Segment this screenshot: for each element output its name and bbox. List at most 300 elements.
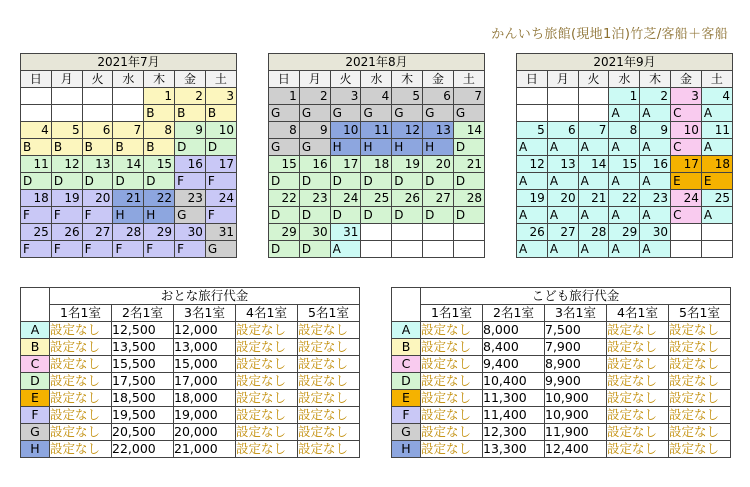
fare-not-set: 設定なし xyxy=(421,356,483,373)
calendar-rank-code[interactable]: A xyxy=(517,139,548,156)
calendar-day[interactable]: 23 xyxy=(299,190,330,207)
fare-price: 7,900 xyxy=(545,339,607,356)
fare-price: 18,500 xyxy=(112,390,174,407)
calendar-rank-code[interactable]: B xyxy=(113,139,144,156)
calendar-day[interactable]: 12 xyxy=(392,122,423,139)
weekday-label: 水 xyxy=(113,71,144,88)
fare-column-header: 4名1室 xyxy=(607,305,669,322)
calendar-rank-code[interactable]: A xyxy=(640,207,671,224)
calendar-rank-code[interactable]: H xyxy=(392,139,423,156)
calendar-rank-code[interactable]: D xyxy=(269,173,300,190)
calendar-day[interactable]: 11 xyxy=(361,122,392,139)
calendar-day[interactable]: 20 xyxy=(547,190,578,207)
calendar-day[interactable]: 3 xyxy=(205,88,236,105)
calendar-day[interactable]: 7 xyxy=(578,122,609,139)
calendar-day[interactable]: 19 xyxy=(517,190,548,207)
calendar-rank-code[interactable]: A xyxy=(578,241,609,258)
date-row xyxy=(21,224,237,241)
calendar-rank-code[interactable]: A xyxy=(517,173,548,190)
date-row xyxy=(269,156,485,173)
calendar-empty xyxy=(578,88,609,105)
calendar-day[interactable]: 5 xyxy=(392,88,423,105)
calendar-rank-code[interactable]: A xyxy=(609,139,640,156)
calendar-rank-code[interactable]: G xyxy=(205,241,236,258)
fare-row xyxy=(21,407,360,424)
calendar-rank-code[interactable]: D xyxy=(21,173,52,190)
rank-row xyxy=(21,207,237,224)
fare-row xyxy=(21,322,360,339)
calendar-day[interactable]: 27 xyxy=(547,224,578,241)
fare-not-set: 設定なし xyxy=(236,407,298,424)
fare-not-set: 設定なし xyxy=(50,373,112,390)
fare-not-set: 設定なし xyxy=(421,339,483,356)
calendar-day[interactable]: 2 xyxy=(640,88,671,105)
calendar-day[interactable]: 24 xyxy=(671,190,702,207)
fare-not-set: 設定なし xyxy=(50,407,112,424)
fare-column-header-row xyxy=(392,305,731,322)
calendar-day[interactable]: 22 xyxy=(609,190,640,207)
calendar-rank-code[interactable]: G xyxy=(269,139,300,156)
calendar-day[interactable]: 4 xyxy=(701,88,732,105)
fare-price: 12,000 xyxy=(174,322,236,339)
calendar-day[interactable]: 6 xyxy=(423,88,454,105)
calendar-rank-code[interactable]: F xyxy=(51,207,82,224)
fare-row xyxy=(392,390,731,407)
calendar-day[interactable]: 17 xyxy=(205,156,236,173)
calendar-day[interactable]: 7 xyxy=(453,88,484,105)
weekday-header-row xyxy=(21,71,237,88)
calendar-rank-code[interactable]: H xyxy=(423,139,454,156)
calendar-rank-code[interactable]: D xyxy=(269,241,300,258)
calendar-day[interactable]: 25 xyxy=(361,190,392,207)
calendar-rank-code[interactable]: A xyxy=(640,241,671,258)
calendar-rank-code[interactable]: D xyxy=(392,173,423,190)
calendar-day[interactable]: 11 xyxy=(21,156,52,173)
adult-fare-table xyxy=(20,287,360,458)
calendar-rank-code[interactable]: A xyxy=(517,241,548,258)
calendar-rank-code[interactable]: D xyxy=(269,207,300,224)
calendar-day[interactable]: 28 xyxy=(453,190,484,207)
date-row xyxy=(517,190,733,207)
calendar-day[interactable]: 1 xyxy=(144,88,175,105)
calendar-day[interactable]: 1 xyxy=(269,88,300,105)
fare-not-set: 設定なし xyxy=(50,441,112,458)
fare-not-set: 設定なし xyxy=(50,424,112,441)
fare-price: 12,300 xyxy=(483,424,545,441)
calendar-day[interactable]: 6 xyxy=(547,122,578,139)
calendar-empty xyxy=(51,105,82,122)
calendar-day[interactable]: 5 xyxy=(51,122,82,139)
calendar-day[interactable]: 16 xyxy=(175,156,206,173)
rank-row xyxy=(517,207,733,224)
calendar-rank-code[interactable]: G xyxy=(299,105,330,122)
fare-price: 12,400 xyxy=(545,441,607,458)
fare-corner xyxy=(392,288,421,322)
calendar-day[interactable]: 22 xyxy=(144,190,175,207)
calendar-rank-code[interactable]: D xyxy=(361,173,392,190)
calendar-day[interactable]: 13 xyxy=(423,122,454,139)
calendar-day[interactable]: 17 xyxy=(330,156,361,173)
weekday-label: 土 xyxy=(453,71,484,88)
fare-price: 11,900 xyxy=(545,424,607,441)
calendar-day[interactable]: 20 xyxy=(423,156,454,173)
calendar-rank-code[interactable]: D xyxy=(361,207,392,224)
calendar-day[interactable]: 7 xyxy=(113,122,144,139)
fare-price: 10,900 xyxy=(545,390,607,407)
calendar-day[interactable]: 18 xyxy=(701,156,732,173)
calendar-day[interactable]: 13 xyxy=(547,156,578,173)
date-row xyxy=(269,122,485,139)
calendar-rank-code[interactable]: F xyxy=(21,207,52,224)
fare-not-set: 設定なし xyxy=(669,356,731,373)
fare-price: 15,500 xyxy=(112,356,174,373)
rank-row xyxy=(269,241,485,258)
calendar-day[interactable]: 9 xyxy=(640,122,671,139)
fare-rank-code: G xyxy=(392,424,421,441)
calendar-day[interactable]: 12 xyxy=(517,156,548,173)
calendar-day[interactable]: 2 xyxy=(175,88,206,105)
fare-rank-code: F xyxy=(21,407,50,424)
date-row xyxy=(21,156,237,173)
calendar-rank-code[interactable]: A xyxy=(640,105,671,122)
calendar-rank-code[interactable]: G xyxy=(423,105,454,122)
calendar-empty xyxy=(453,241,484,258)
calendar-rank-code[interactable]: A xyxy=(547,207,578,224)
fare-row xyxy=(21,441,360,458)
calendar-day[interactable]: 15 xyxy=(269,156,300,173)
weekday-label: 日 xyxy=(269,71,300,88)
calendar-empty xyxy=(51,88,82,105)
calendar-day[interactable]: 9 xyxy=(175,122,206,139)
calendar-rank-code[interactable]: A xyxy=(578,173,609,190)
calendar-day[interactable]: 18 xyxy=(21,190,52,207)
calendar-day[interactable]: 6 xyxy=(82,122,113,139)
calendar-day[interactable]: 9 xyxy=(299,122,330,139)
calendar-day[interactable]: 8 xyxy=(609,122,640,139)
calendar-empty xyxy=(517,88,548,105)
calendar-rank-code[interactable]: D xyxy=(175,139,206,156)
calendar-rank-code[interactable]: G xyxy=(392,105,423,122)
fare-not-set: 設定なし xyxy=(421,373,483,390)
date-row xyxy=(517,122,733,139)
calendar-rank-code[interactable]: D xyxy=(113,173,144,190)
calendar-rank-code[interactable]: D xyxy=(299,207,330,224)
calendar-day[interactable]: 14 xyxy=(578,156,609,173)
date-row xyxy=(517,156,733,173)
fare-row xyxy=(392,424,731,441)
calendar-rank-code[interactable]: D xyxy=(423,173,454,190)
fare-price: 9,900 xyxy=(545,373,607,390)
fare-column-header: 1名1室 xyxy=(50,305,112,322)
fare-rank-code: C xyxy=(392,356,421,373)
calendar-rank-code[interactable]: D xyxy=(299,173,330,190)
fare-not-set: 設定なし xyxy=(669,390,731,407)
calendar-empty xyxy=(453,224,484,241)
fare-not-set: 設定なし xyxy=(298,339,360,356)
calendar-day[interactable]: 30 xyxy=(175,224,206,241)
calendar-rank-code[interactable]: F xyxy=(21,241,52,258)
fare-rank-code: B xyxy=(21,339,50,356)
calendar-rank-code[interactable]: E xyxy=(701,173,732,190)
fare-rank-code: A xyxy=(21,322,50,339)
fare-not-set: 設定なし xyxy=(236,390,298,407)
calendar-rank-code[interactable]: D xyxy=(144,173,175,190)
calendar-rank-code[interactable]: G xyxy=(330,105,361,122)
fare-rank-code: H xyxy=(21,441,50,458)
fare-not-set: 設定なし xyxy=(669,441,731,458)
rank-row xyxy=(517,173,733,190)
weekday-header-row xyxy=(517,71,733,88)
fare-row xyxy=(21,390,360,407)
calendar-day[interactable]: 30 xyxy=(299,224,330,241)
calendar-title-row xyxy=(269,54,485,71)
calendar-day[interactable]: 12 xyxy=(51,156,82,173)
fare-column-header: 4名1室 xyxy=(236,305,298,322)
calendar-rank-code[interactable]: C xyxy=(671,105,702,122)
calendar-empty xyxy=(82,105,113,122)
calendar-rank-code[interactable]: H xyxy=(144,207,175,224)
calendar-rank-code[interactable]: D xyxy=(82,173,113,190)
calendar-day[interactable]: 28 xyxy=(113,224,144,241)
calendar-empty xyxy=(392,241,423,258)
calendar-day[interactable]: 15 xyxy=(609,156,640,173)
calendar-day[interactable]: 10 xyxy=(205,122,236,139)
calendar-rank-code[interactable]: B xyxy=(175,105,206,122)
fare-not-set: 設定なし xyxy=(607,407,669,424)
fare-row xyxy=(392,373,731,390)
fare-rank-code: H xyxy=(392,441,421,458)
calendar-rank-code[interactable]: F xyxy=(113,241,144,258)
calendar-rank-code[interactable]: D xyxy=(453,173,484,190)
fare-column-header: 2名1室 xyxy=(483,305,545,322)
calendar-day[interactable]: 17 xyxy=(671,156,702,173)
calendar-day[interactable]: 29 xyxy=(269,224,300,241)
calendar-rank-code[interactable]: D xyxy=(453,207,484,224)
calendar-day[interactable]: 24 xyxy=(205,190,236,207)
calendar-day[interactable]: 20 xyxy=(82,190,113,207)
calendar-day[interactable]: 21 xyxy=(578,190,609,207)
calendar-day[interactable]: 23 xyxy=(640,190,671,207)
calendar-day[interactable]: 23 xyxy=(175,190,206,207)
calendar-rank-code[interactable]: G xyxy=(269,105,300,122)
date-row xyxy=(21,122,237,139)
calendar-rank-code[interactable]: A xyxy=(701,105,732,122)
calendar-day[interactable]: 14 xyxy=(113,156,144,173)
fare-rank-code: D xyxy=(392,373,421,390)
fare-row xyxy=(392,407,731,424)
calendar-rank-code[interactable]: D xyxy=(205,139,236,156)
rank-row xyxy=(21,105,237,122)
calendar-rank-code[interactable]: G xyxy=(453,105,484,122)
fare-price: 9,400 xyxy=(483,356,545,373)
calendar-rank-code[interactable]: A xyxy=(547,241,578,258)
calendar-day[interactable]: 29 xyxy=(144,224,175,241)
calendar-rank-code[interactable]: B xyxy=(144,105,175,122)
calendar-day[interactable]: 25 xyxy=(701,190,732,207)
calendar-day[interactable]: 19 xyxy=(51,190,82,207)
weekday-label: 火 xyxy=(578,71,609,88)
calendar-rank-code[interactable]: D xyxy=(330,173,361,190)
calendar-day[interactable]: 15 xyxy=(144,156,175,173)
calendar-day[interactable]: 22 xyxy=(269,190,300,207)
calendar-day[interactable]: 18 xyxy=(361,156,392,173)
calendar-rank-code[interactable]: G xyxy=(175,207,206,224)
calendar-rank-code[interactable]: F xyxy=(175,241,206,258)
calendar-day[interactable]: 4 xyxy=(21,122,52,139)
calendar-rank-code[interactable]: A xyxy=(547,173,578,190)
calendar-rank-code[interactable]: F xyxy=(144,241,175,258)
weekday-label: 日 xyxy=(21,71,52,88)
calendar-rank-code[interactable]: F xyxy=(82,241,113,258)
fare-not-set: 設定なし xyxy=(298,373,360,390)
calendar-rank-code[interactable]: A xyxy=(578,139,609,156)
calendar-day[interactable]: 8 xyxy=(269,122,300,139)
calendar-rank-code[interactable]: C xyxy=(671,139,702,156)
fare-price: 21,000 xyxy=(174,441,236,458)
calendar-day[interactable]: 28 xyxy=(578,224,609,241)
calendar-rank-code[interactable]: F xyxy=(205,207,236,224)
calendar-rank-code[interactable]: H xyxy=(361,139,392,156)
calendar-rank-code[interactable]: H xyxy=(113,207,144,224)
fare-not-set: 設定なし xyxy=(236,424,298,441)
calendar-rank-code[interactable]: B xyxy=(82,139,113,156)
calendar-rank-code[interactable]: A xyxy=(547,139,578,156)
calendar-rank-code[interactable]: D xyxy=(299,241,330,258)
calendar-rank-code[interactable]: A xyxy=(640,139,671,156)
fare-column-header: 3名1室 xyxy=(174,305,236,322)
weekday-label: 金 xyxy=(175,71,206,88)
calendar-rank-code[interactable]: A xyxy=(609,241,640,258)
calendar-day[interactable]: 24 xyxy=(330,190,361,207)
calendar-day[interactable]: 26 xyxy=(51,224,82,241)
calendar-day[interactable]: 19 xyxy=(392,156,423,173)
calendar-day[interactable]: 1 xyxy=(609,88,640,105)
calendar-rank-code[interactable]: A xyxy=(701,139,732,156)
fare-not-set: 設定なし xyxy=(669,373,731,390)
calendar-day[interactable]: 3 xyxy=(330,88,361,105)
fare-rank-code: E xyxy=(392,390,421,407)
calendar-rank-code[interactable]: A xyxy=(609,173,640,190)
fare-not-set: 設定なし xyxy=(298,441,360,458)
fare-column-header: 5名1室 xyxy=(298,305,360,322)
fare-price: 19,000 xyxy=(174,407,236,424)
weekday-label: 金 xyxy=(423,71,454,88)
calendar-day[interactable]: 27 xyxy=(82,224,113,241)
rank-row xyxy=(517,139,733,156)
calendar-rank-code[interactable]: A xyxy=(609,105,640,122)
fare-rank-code: B xyxy=(392,339,421,356)
fare-price: 17,500 xyxy=(112,373,174,390)
calendar-day[interactable]: 26 xyxy=(517,224,548,241)
calendar-day[interactable]: 11 xyxy=(701,122,732,139)
calendar-rank-code[interactable]: A xyxy=(517,207,548,224)
calendar-rank-code[interactable]: C xyxy=(671,207,702,224)
calendar-day[interactable]: 30 xyxy=(640,224,671,241)
calendar-day[interactable]: 5 xyxy=(517,122,548,139)
calendar-day[interactable]: 10 xyxy=(330,122,361,139)
fare-column-header: 1名1室 xyxy=(421,305,483,322)
calendar-rank-code[interactable]: D xyxy=(51,173,82,190)
calendar-day[interactable]: 13 xyxy=(82,156,113,173)
fare-price: 12,500 xyxy=(112,322,174,339)
calendar-rank-code[interactable]: D xyxy=(330,207,361,224)
calendar-day[interactable]: 4 xyxy=(361,88,392,105)
calendar-day[interactable]: 31 xyxy=(330,224,361,241)
weekday-label: 土 xyxy=(701,71,732,88)
calendar-rank-code[interactable]: D xyxy=(453,139,484,156)
calendar-rank-code[interactable]: D xyxy=(423,207,454,224)
calendar-rank-code[interactable]: E xyxy=(671,173,702,190)
rank-row xyxy=(21,139,237,156)
calendar-rank-code[interactable]: B xyxy=(144,139,175,156)
weekday-label: 月 xyxy=(299,71,330,88)
calendar-rank-code[interactable]: B xyxy=(21,139,52,156)
calendar-day[interactable]: 16 xyxy=(640,156,671,173)
calendar-rank-code[interactable]: F xyxy=(51,241,82,258)
fare-not-set: 設定なし xyxy=(50,339,112,356)
fare-not-set: 設定なし xyxy=(421,424,483,441)
fare-not-set: 設定なし xyxy=(669,339,731,356)
fare-not-set: 設定なし xyxy=(421,407,483,424)
calendar-empty xyxy=(423,224,454,241)
fare-table-title: おとな旅行代金 xyxy=(50,288,360,305)
calendar-day[interactable]: 25 xyxy=(21,224,52,241)
fare-not-set: 設定なし xyxy=(50,390,112,407)
calendar-rank-code[interactable]: A xyxy=(609,207,640,224)
rank-row xyxy=(269,173,485,190)
calendar-rank-code[interactable]: D xyxy=(392,207,423,224)
calendar-day[interactable]: 21 xyxy=(453,156,484,173)
calendar-rank-code[interactable]: A xyxy=(640,173,671,190)
calendar-rank-code[interactable]: A xyxy=(330,241,361,258)
fare-not-set: 設定なし xyxy=(298,424,360,441)
calendar-rank-code[interactable]: A xyxy=(578,207,609,224)
calendar-rank-code[interactable]: F xyxy=(82,207,113,224)
calendar-day[interactable]: 8 xyxy=(144,122,175,139)
fare-row xyxy=(392,322,731,339)
calendar-title-row xyxy=(21,54,237,71)
fare-table-title: こども旅行代金 xyxy=(421,288,731,305)
calendar-day[interactable]: 3 xyxy=(671,88,702,105)
calendar-day[interactable]: 27 xyxy=(423,190,454,207)
calendar-day[interactable]: 10 xyxy=(671,122,702,139)
calendar-empty xyxy=(578,105,609,122)
fare-price: 8,400 xyxy=(483,339,545,356)
fare-row xyxy=(21,373,360,390)
calendar-rank-code[interactable]: B xyxy=(205,105,236,122)
calendar-rank-code[interactable]: F xyxy=(175,173,206,190)
calendar-rank-code[interactable]: A xyxy=(701,207,732,224)
calendar-rank-code[interactable]: B xyxy=(51,139,82,156)
calendar-day[interactable]: 16 xyxy=(299,156,330,173)
calendar-rank-code[interactable]: F xyxy=(205,173,236,190)
calendar-rank-code[interactable]: H xyxy=(330,139,361,156)
fare-not-set: 設定なし xyxy=(50,322,112,339)
fare-not-set: 設定なし xyxy=(421,322,483,339)
fare-column-header: 3名1室 xyxy=(545,305,607,322)
calendar-day[interactable]: 14 xyxy=(453,122,484,139)
calendar-day[interactable]: 21 xyxy=(113,190,144,207)
calendar-rank-code[interactable]: G xyxy=(299,139,330,156)
calendar-rank-code[interactable]: G xyxy=(361,105,392,122)
calendar-day[interactable]: 2 xyxy=(299,88,330,105)
calendar-empty xyxy=(547,88,578,105)
calendar-day[interactable]: 31 xyxy=(205,224,236,241)
calendar-day[interactable]: 29 xyxy=(609,224,640,241)
fare-price: 20,500 xyxy=(112,424,174,441)
date-row xyxy=(517,224,733,241)
calendar-day[interactable]: 26 xyxy=(392,190,423,207)
